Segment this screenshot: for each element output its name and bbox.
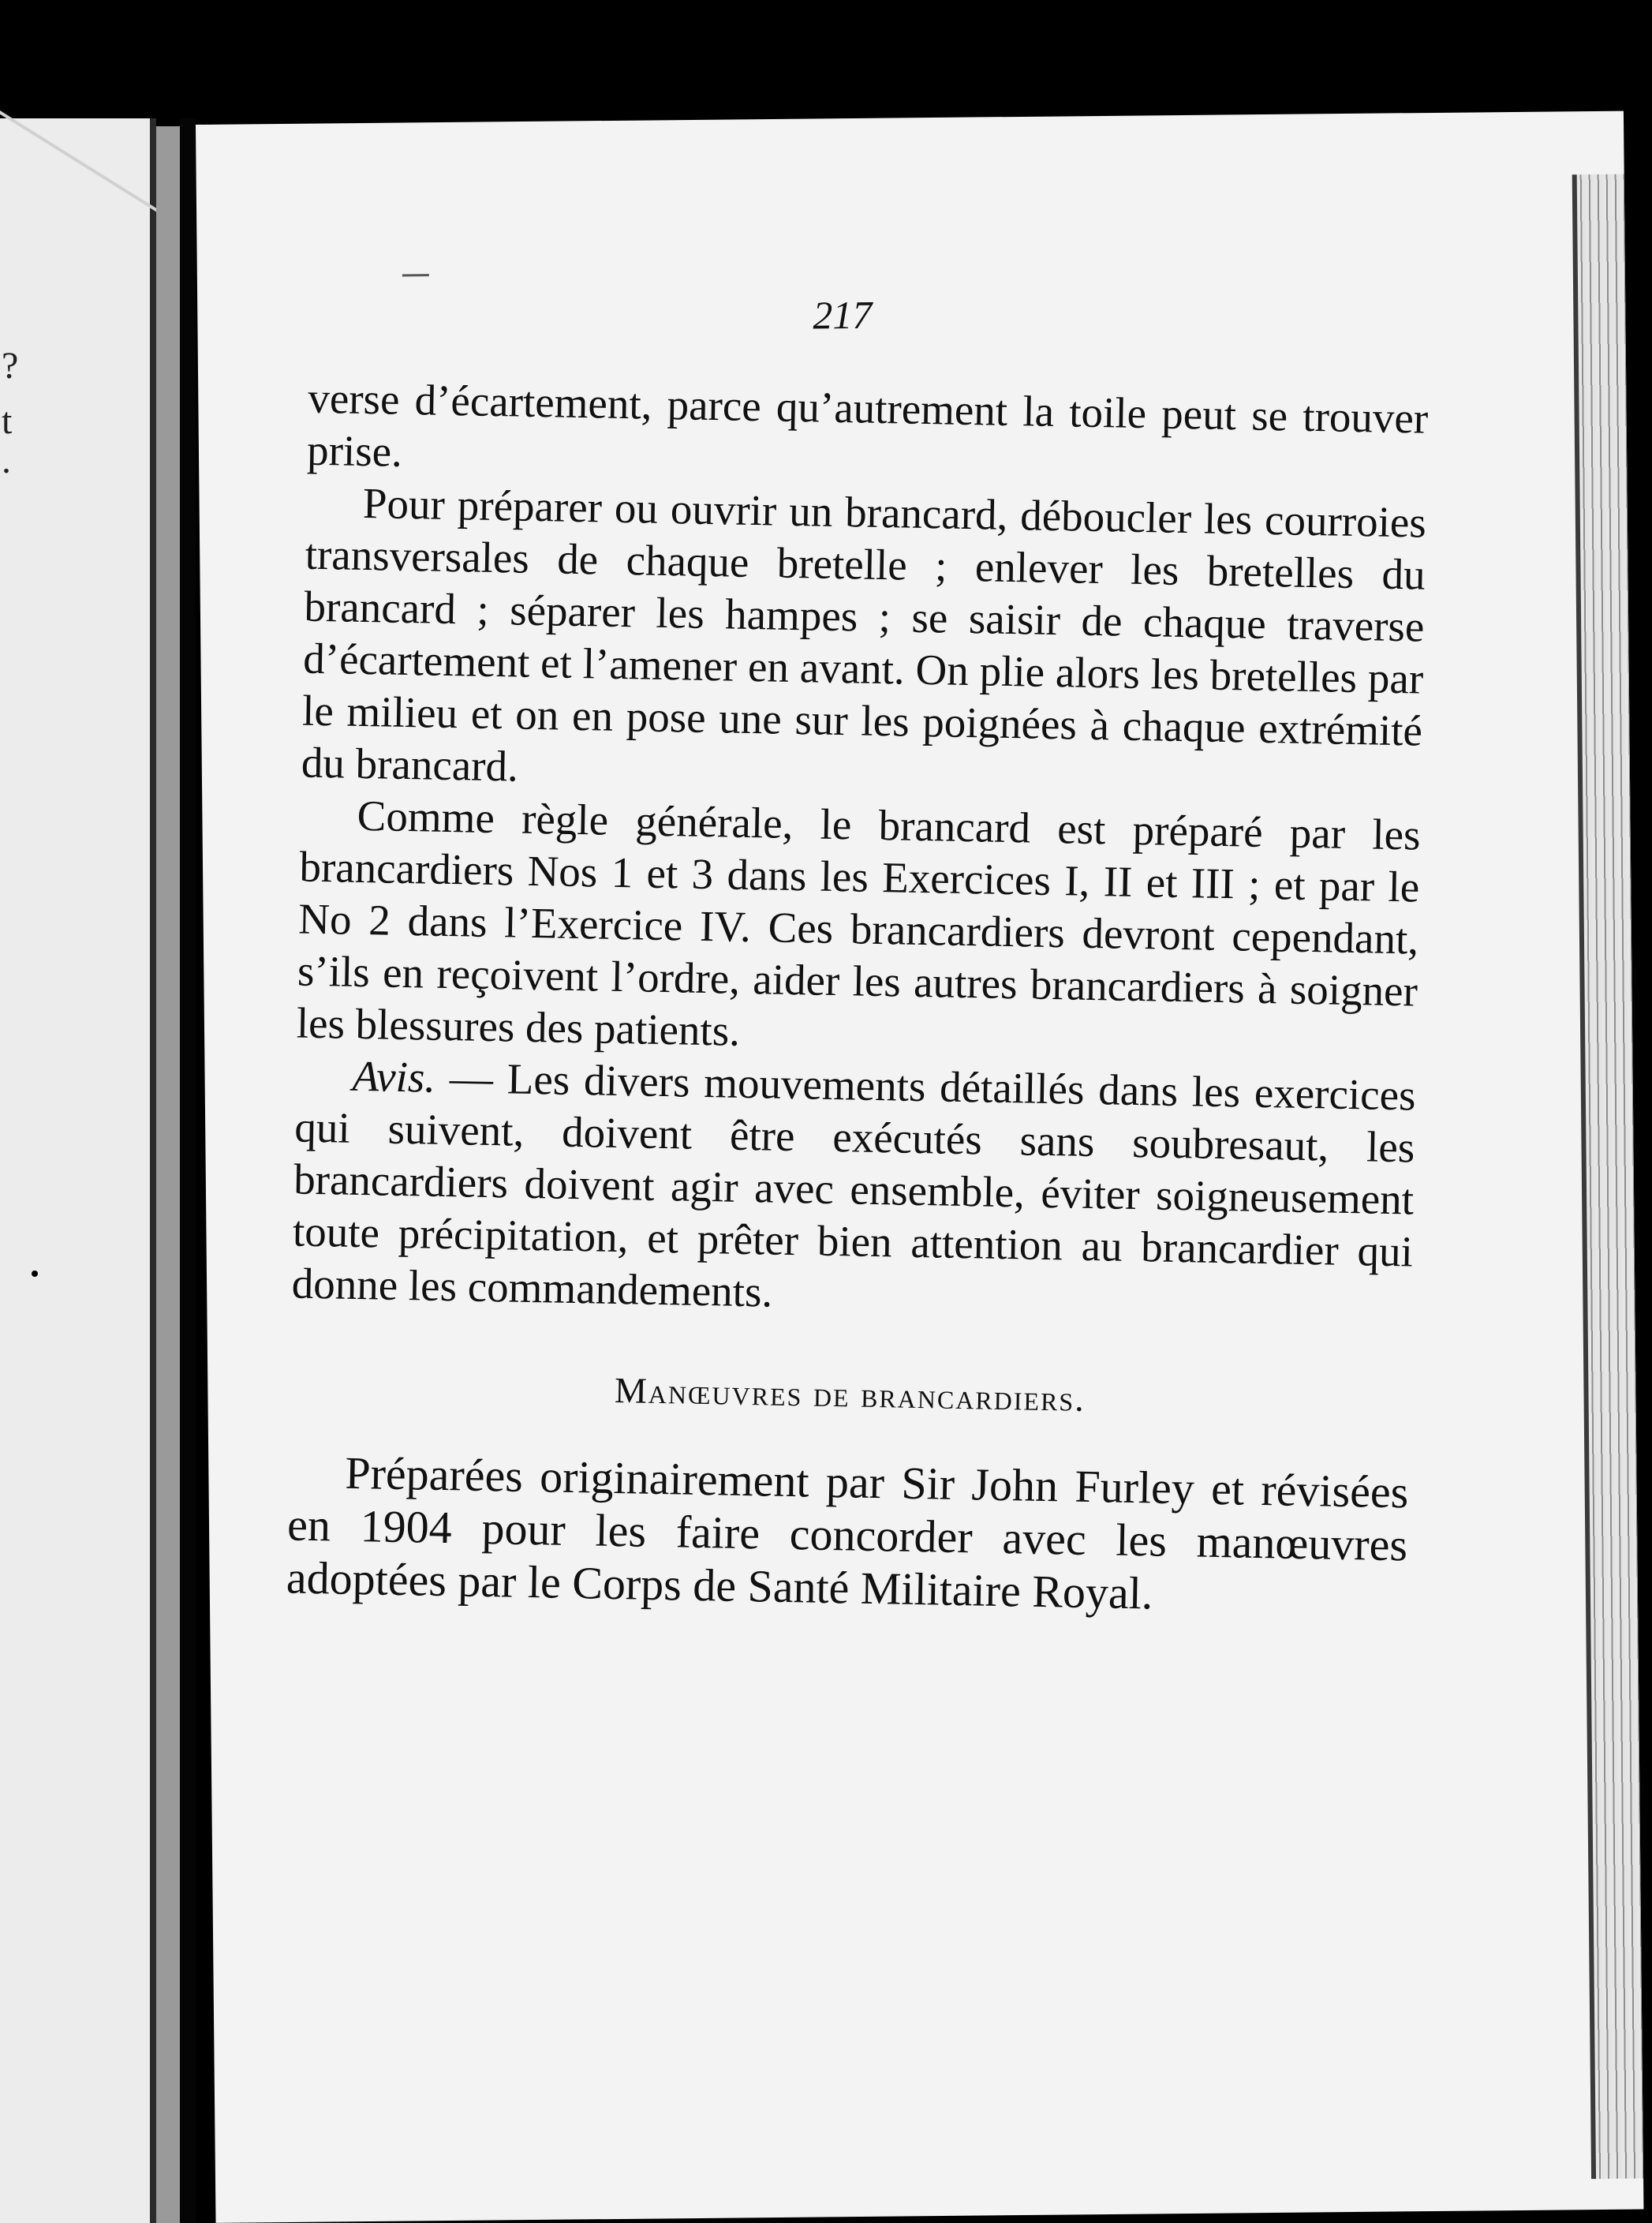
notice-paragraph bbox=[291, 1049, 1416, 1330]
scan-speck bbox=[32, 1271, 38, 1277]
paragraph: Pour préparer ou ouvrir un brancard, déboucler les courroies transversales de chaque bretelle ; enlever les bretelles du brancard ; séparer les hampes ; se saisir de chaque traverse d’écartement et l’amener en avant. On plie alors les bretelles par le milieu et on en pose une sur les poignées à chaque extrémité du brancard. bbox=[301, 478, 1427, 791]
facing-page-mark: ? bbox=[2, 345, 19, 387]
notice-label: Avis. bbox=[352, 1051, 436, 1102]
facing-page-mark: t bbox=[2, 400, 13, 442]
scan-speck bbox=[200, 2164, 211, 2175]
page-corner-crease bbox=[0, 110, 174, 222]
page-mark bbox=[402, 274, 429, 276]
facing-page-mark: . bbox=[2, 440, 11, 481]
book-gutter bbox=[156, 126, 180, 2223]
book-spine-shadow bbox=[180, 118, 196, 2223]
notice-text: — Les divers mouvements détaillés dans les exercices qui suivent, doivent être exécutés sans soubresaut, les brancardiers doivent agir avec ensemble, éviter soigneusement toute précipitation, et prêter bien attention au brancardier qui donne les commandements. bbox=[291, 1053, 1417, 1316]
paragraph: Comme règle générale, le brancard est préparé par les brancardiers Nos 1 et 3 dans les Exercices I, II et III ; et par le No 2 dans l’Exercice IV. Ces brancardiers devront cependant, s’ils en reçoivent l’ordre, aider les autres brancardiers à soigner les blessures des patients. bbox=[296, 791, 1422, 1055]
paragraph: Préparées originairement par Sir John Furley et révisées en 1904 pour les faire concorder avec les manœuvres adoptées par le Corps de Santé Militaire Royal. bbox=[286, 1446, 1409, 1619]
book-page bbox=[196, 111, 1643, 2223]
section-title: Manœuvres de brancardiers. bbox=[614, 1369, 1086, 1419]
page-number: 217 bbox=[813, 292, 873, 338]
page-text bbox=[286, 372, 1428, 1625]
page-stack-edge bbox=[1572, 174, 1643, 2180]
paragraph: verse d’écartement, parce qu’autrement la toile peut se trouver prise. bbox=[306, 373, 1429, 476]
facing-page bbox=[0, 118, 156, 2223]
